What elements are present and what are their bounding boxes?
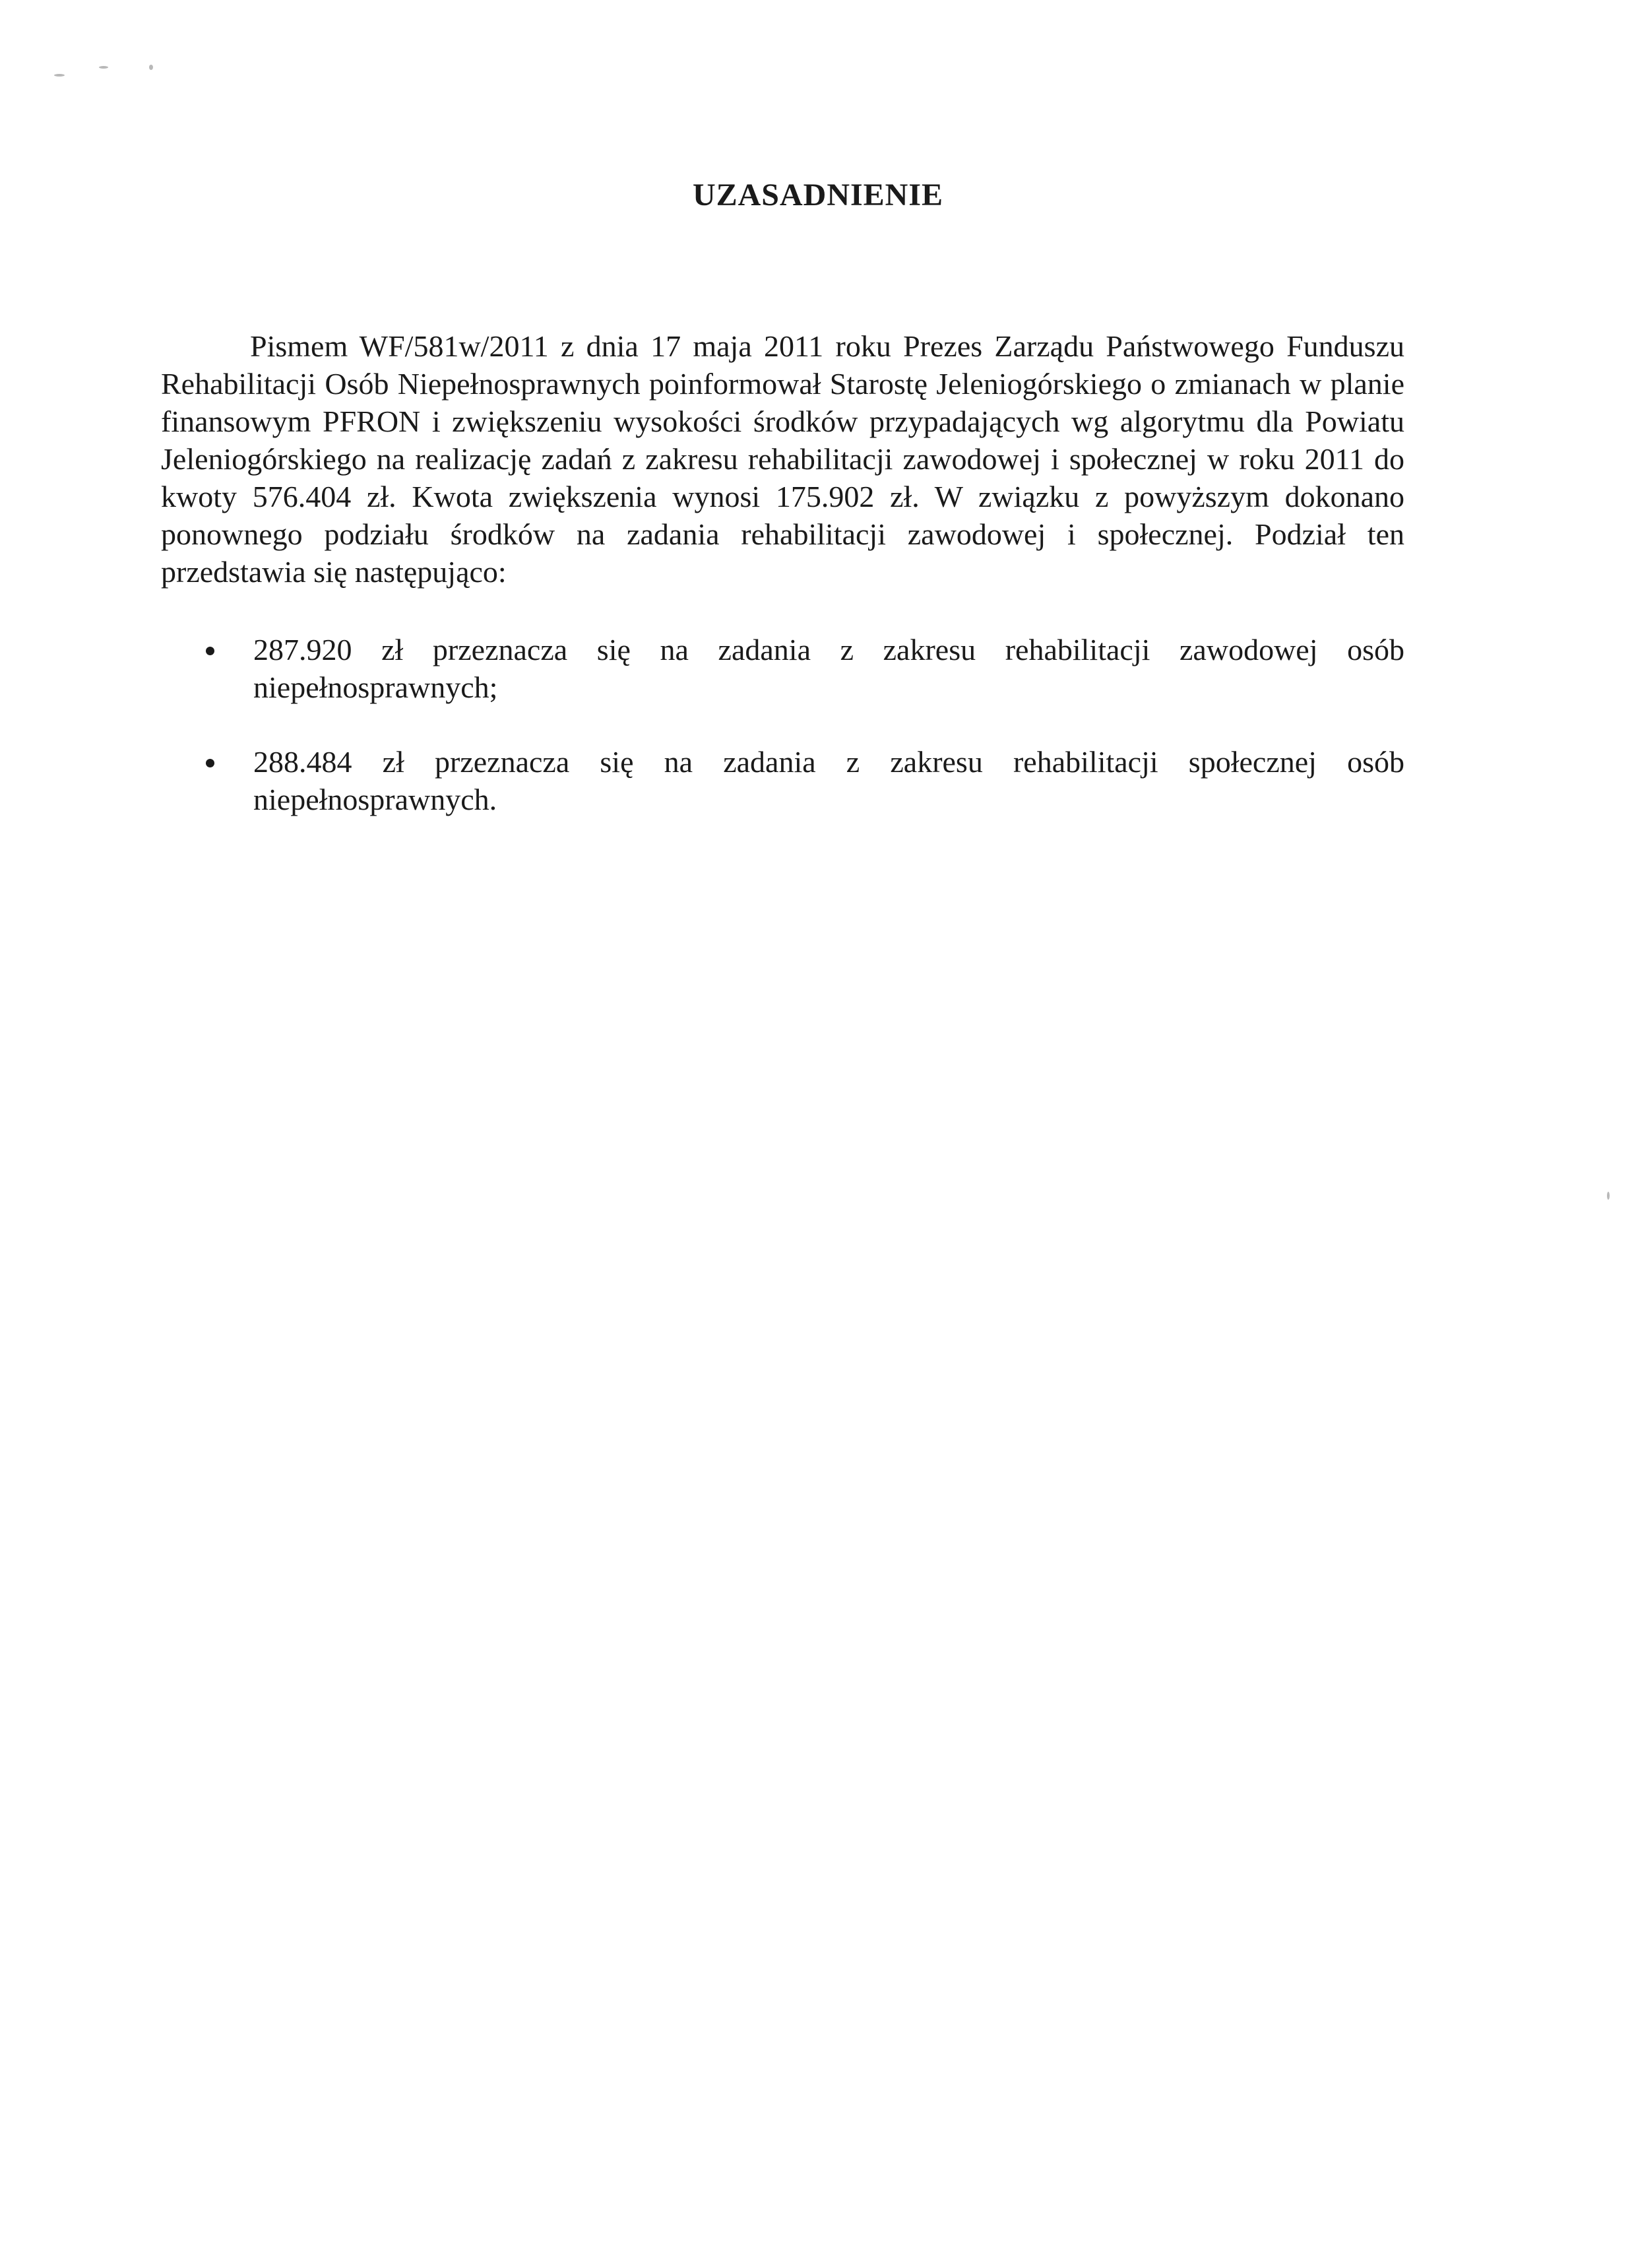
scan-speck [149, 65, 153, 70]
scan-speck [1607, 1192, 1610, 1200]
list-item-text: 288.484 zł przeznacza się na zadania z zakresu rehabilitacji społecznej osób niepełnosprawnych. [253, 745, 1404, 816]
bullet-icon [206, 759, 214, 767]
scan-speck [54, 74, 65, 77]
scan-speck [99, 66, 108, 69]
list-item-text: 287.920 zł przeznacza się na zadania z zakresu rehabilitacji zawodowej osób niepełnosprawnych; [253, 633, 1404, 704]
bullet-icon [206, 647, 214, 655]
body-paragraph: Pismem WF/581w/2011 z dnia 17 maja 2011 roku Prezes Zarządu Państwowego Funduszu Rehabilitacji Osób Niepełnosprawnych poinformował Starostę Jeleniogórskiego o zmianach w planie finansowym PFRON i zwiększeniu wysokości środków przypadających wg algorytmu dla Powiatu Jeleniogórskiego na realizację zadań z zakresu rehabilitacji zawodowej i społecznej w roku 2011 do kwoty 576.404 zł. Kwota zwiększenia wynosi 175.902 zł. W związku z powyższym dokonano ponownego podziału środków na zadania rehabilitacji zawodowej i społecznej. Podział ten przedstawia się następująco: [161, 329, 1404, 589]
document-title: UZASADNIENIE [692, 178, 944, 212]
list-item [161, 743, 1404, 818]
list-item [161, 631, 1404, 706]
allocation-list [161, 631, 1404, 855]
